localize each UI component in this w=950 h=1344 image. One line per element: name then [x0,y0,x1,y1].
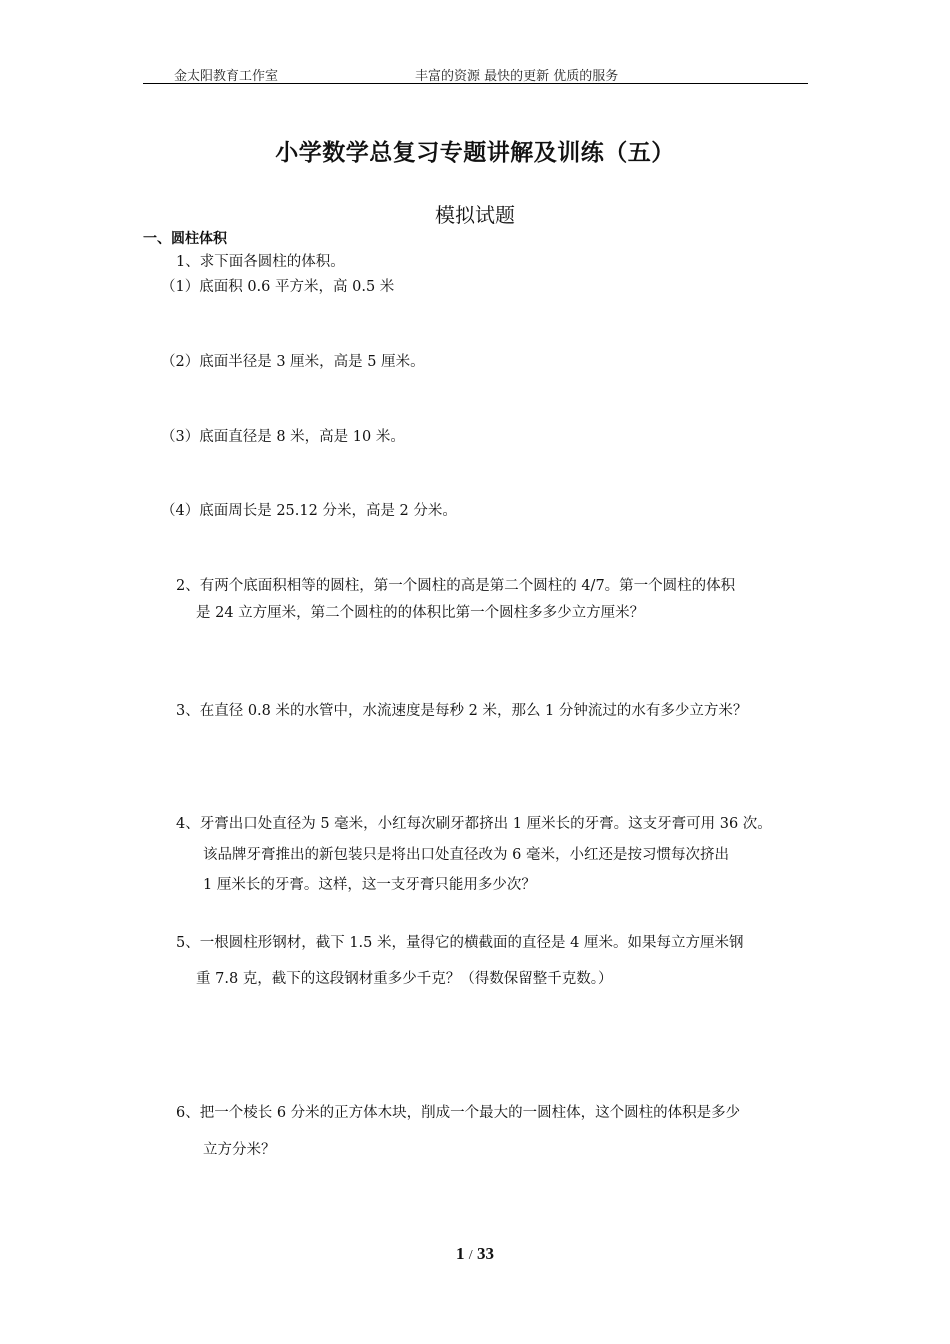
question-1-part-2: （2）底面半径是 3 厘米，高是 5 厘米。 [161,354,425,370]
page-current: 1 [456,1244,465,1263]
header-divider [143,83,808,84]
header-right-text: 丰富的资源 最快的更新 优质的服务 [415,69,619,84]
question-1-part-1: （1）底面积 0.6 平方米，高 0.5 米 [161,279,395,295]
question-2-line-2: 是 24 立方厘米，第二个圆柱的的体积比第一个圆柱多多少立方厘米？ [196,605,645,621]
section-heading: 一、圆柱体积 [143,231,227,247]
question-1-stem: 1、求下面各圆柱的体积。 [176,254,345,270]
header-left-text: 金太阳教育工作室 [174,69,279,84]
question-3-line-1: 3、在直径 0.8 米的水管中，水流速度是每秒 2 米，那么 1 分钟流过的水有多少立方米？ [176,703,748,719]
page-title: 小学数学总复习专题讲解及训练（五） [275,140,675,166]
question-1-part-3: （3）底面直径是 8 米，高是 10 米。 [161,429,405,445]
question-6-line-1: 6、把一个棱长 6 分米的正方体木块，削成一个最大的一圆柱体，这个圆柱的体积是多少 [176,1105,741,1121]
page-total: 33 [476,1244,494,1263]
question-4-line-1: 4、牙膏出口处直径为 5 毫米，小红每次刷牙都挤出 1 厘米长的牙膏。这支牙膏可用 36 次。 [176,816,772,832]
question-6-line-2: 立方分米？ [203,1142,276,1158]
question-1-part-4: （4）底面周长是 25.12 分米，高是 2 分米。 [161,503,457,519]
question-4-line-2: 该品牌牙膏推出的新包装只是将出口处直径改为 6 毫米，小红还是按习惯每次挤出 [203,847,729,863]
question-2-line-1: 2、有两个底面积相等的圆柱，第一个圆柱的高是第二个圆柱的 4/7。第一个圆柱的体积 [176,578,736,594]
page-number [0,1244,950,1264]
question-4-line-3: 1 厘米长的牙膏。这样，这一支牙膏只能用多少次？ [203,877,536,893]
question-5-line-2: 重 7.8 克，截下的这段钢材重多少千克？（得数保留整千克数。） [196,971,613,987]
page-separator: / [468,1248,473,1263]
question-5-line-1: 5、一根圆柱形钢材，截下 1.5 米，量得它的横截面的直径是 4 厘米。如果每立方厘米钢 [176,935,744,951]
page-subtitle: 模拟试题 [435,203,515,227]
